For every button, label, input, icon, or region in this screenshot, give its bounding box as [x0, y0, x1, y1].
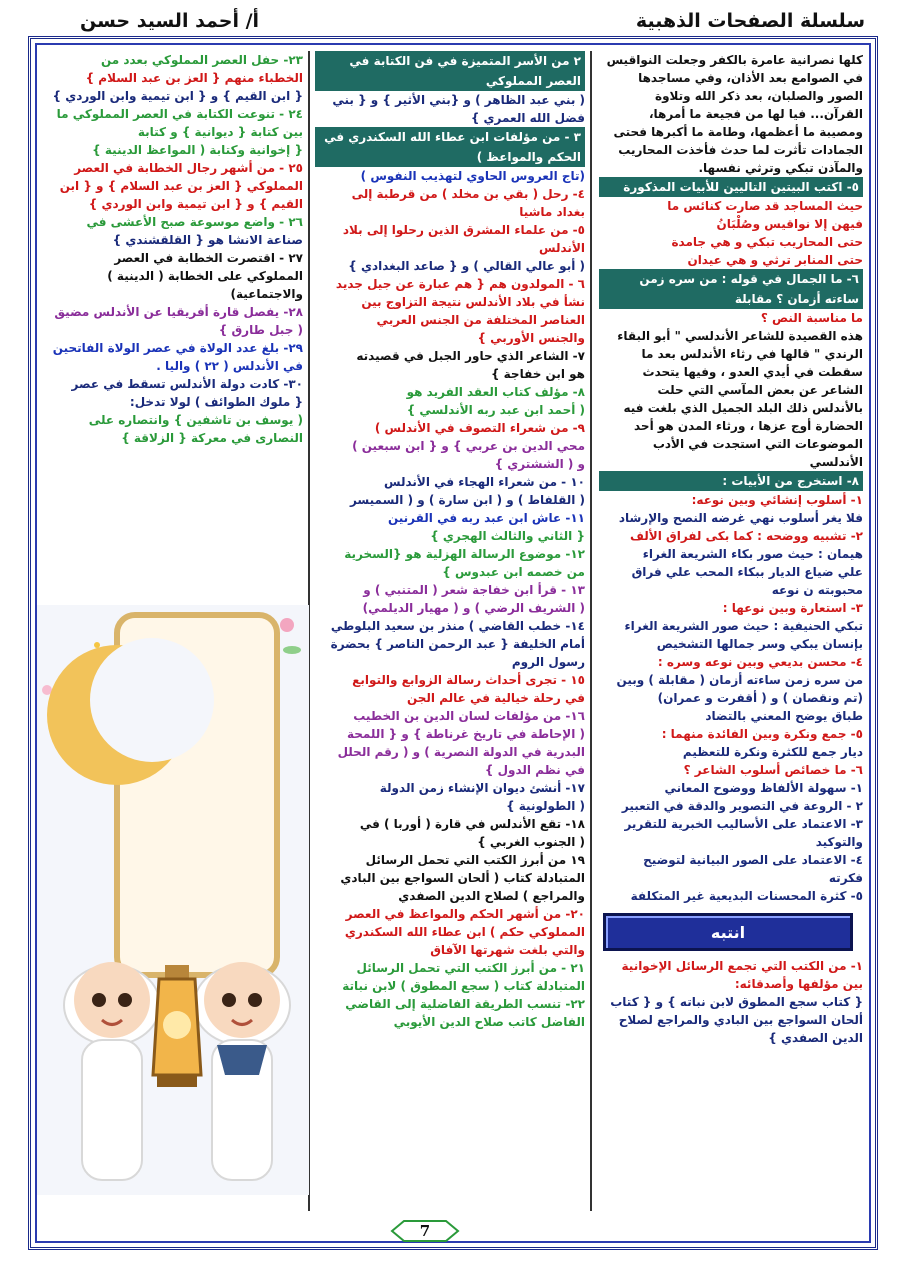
text-line: ٢٨- يفصل قارة أفريقيا عن الأندلس مضيق: [54, 305, 303, 319]
text-line: البدرية في الدولة النصرية ) و ( رقم الحلل: [337, 745, 585, 759]
lantern-icon: [153, 965, 201, 1087]
text-line: ٦ - المولدون هم { هم عبارة عن جيل جديد: [335, 277, 585, 291]
text-line: تبكي الحنيفية : حيث صور الشريعة الغراء: [624, 619, 863, 633]
text-line: ( الطولونية }: [506, 799, 585, 813]
star-icon: [94, 642, 100, 648]
text-line: محي الدين بن عربي } و { ابن سبعين ): [352, 439, 585, 453]
text-line: ٣- الاعتماد على الأساليب الخبرية للتقرير: [624, 817, 863, 831]
text-line: ٥- جمع ونكرة وبين الفائدة منهما :: [661, 727, 863, 741]
text-line: ٢٤ - تنوعت الكتابة في العصر المملوكي ما: [56, 107, 303, 121]
text-line: في نظم الدول }: [484, 763, 585, 777]
text-line: القيم } و { ابن تيمية وابن الوردي }: [88, 197, 303, 211]
attention-label: انتبه: [710, 922, 746, 942]
text-line: ٢٩- بلغ عدد الولاة في عصر الولاة الفاتحين: [52, 341, 303, 355]
text-line: الحكم والمواعظ ): [315, 147, 585, 167]
text-line: ٦- ما خصائص أسلوب الشاعر ؟: [683, 763, 863, 777]
text-line: العناصر المختلفة من الجنس العربي: [376, 313, 585, 327]
text-line: { كتاب سجع المطوق لابن نباته } و { كتاب: [610, 995, 863, 1009]
text-line: الجمادات تأثرت لما حدث فأخذت المحاريب: [618, 143, 863, 157]
text-line: ٣٠- كادت دولة الأندلس تسقط في عصر: [71, 377, 303, 391]
column-middle: [315, 51, 585, 1207]
text-line: ٧- الشاعر الذي حاور الجبل في قصيدته: [356, 349, 585, 363]
text-line: حيث المساجد قد صارت كنائس ما: [667, 199, 863, 213]
text-line: ٢٧ - اقتصرت الخطابة في العصر: [114, 251, 303, 265]
text-line: ( الجنوب الغربي }: [477, 835, 585, 849]
text-line: فضل الله العمري }: [470, 111, 585, 125]
text-line: ( جبل طارق }: [218, 323, 303, 337]
text-line: ٢١ - من أبرز الكتب التي تحمل الرسائل: [356, 961, 585, 975]
text-line: ٣- استعارة وبين نوعها :: [722, 601, 863, 615]
column-left-lines: [39, 51, 303, 447]
text-line: من سره زمن ساءته أزمان ( مقابلة ) وبين: [616, 673, 863, 687]
text-line: { الثاني والثالث الهجري }: [430, 529, 585, 543]
column-middle-lines: [315, 51, 585, 1031]
text-line: ٢٢- تنسب الطريقة الفاضلية إلى القاضي: [345, 997, 585, 1011]
column-divider: [590, 51, 592, 1211]
text-line: ٣ - من مؤلفات ابن عطاء الله السكندري في: [315, 127, 585, 147]
text-line: القرآن... فيا لها من فجيعة ما أمرها،: [648, 107, 863, 121]
text-line: علي ضياع الديار ببكاء المحب علي فراق: [631, 565, 863, 579]
text-line: والمراجع ) لصلاح الدين الصفدي: [398, 889, 585, 903]
text-line: الفاضل كاتب صلاح الدين الأيوبي: [393, 1015, 585, 1029]
text-line: بغداد ماشيا: [519, 205, 585, 219]
text-line: العصر المملوكي: [315, 71, 585, 91]
text-line: فيهن إلا نواقيس وصُلْبَانُ: [716, 217, 863, 231]
text-line: بإنسان يبكي وسر جمالها التشخيص: [656, 637, 863, 651]
text-line: نشأ في بلاد الأندلس نتيجة التزاوج بين: [361, 295, 585, 309]
text-line: الرندي " قالها في رثاء الأندلس بعد ما: [641, 347, 863, 361]
text-line: المملوكي حكم ) ابن عطاء الله السكندري: [344, 925, 585, 939]
page-header: [0, 6, 905, 36]
text-line: (تم ونقصان ) و ( أقفرت و عمران): [657, 691, 863, 705]
text-line: ٢٣- حفل العصر المملوكي بعدد من: [100, 53, 303, 67]
text-line: الدين الصفدي }: [768, 1031, 863, 1045]
text-line: ٨- استخرج من الأبيات :: [599, 471, 863, 491]
text-line: والمآذن تبكي وترثي نفسها.: [698, 161, 863, 175]
text-line: بين مؤلفها وأصدقائه:: [734, 977, 863, 991]
text-line: ٢ من الأسر المتميزة في فن الكتابة في: [315, 51, 585, 71]
text-line: طباق يوضح المعني بالتضاد: [705, 709, 863, 723]
text-line: ٤- رحل ( بقي بن مخلد ) من قرطبة إلى: [351, 187, 585, 201]
text-line: رسول الروم: [511, 655, 585, 669]
text-line: ١٧- أنشئ ديوان الإنشاء زمن الدولة: [379, 781, 585, 795]
text-line: { ابن القيم } و { ابن تيمية وابن الوردي }: [52, 89, 303, 103]
text-line: فكرته: [828, 871, 863, 885]
text-line: ( الشريف الرضي ) و ( مهيار الديلمي): [362, 601, 585, 615]
text-line: ( أبو عالي القالي ) و { صاعد البغدادي }: [348, 259, 585, 273]
text-line: النصارى في معركة { الزلاقة }: [121, 431, 303, 445]
ramadan-illustration: [37, 605, 309, 1195]
text-line: ٥- كثرة المحسنات البديعية غير المتكلفة: [630, 889, 863, 903]
text-line: والتوكيد: [815, 835, 863, 849]
text-line: (تاج العروس الحاوي لتهذيب النفوس ): [360, 169, 585, 183]
text-line: ٢٦ - واضع موسوعة صبح الأعشى في: [86, 215, 303, 229]
text-line: ٦- ما الجمال في قوله : من سره زمن: [599, 269, 863, 289]
text-line: ٨- مؤلف كتاب العقد الفريد هو: [406, 385, 585, 399]
text-line: هيمان : حيث صور بكاء الشريعة الغراء: [642, 547, 863, 561]
text-line: ١٣ - قرأ ابن خفاجة شعر ( المتنبي ) و: [363, 583, 585, 597]
attention-notes: [599, 957, 863, 1047]
text-line: أمام الخليفة { عبد الرحمن الناصر } بحضرة: [330, 637, 585, 651]
page-number-text: 7: [419, 1222, 431, 1240]
text-line: الحضارة أوج عزها ، ورثاء المدن هو أحد: [634, 419, 863, 433]
text-line: ١٨- تقع الأندلس في قارة ( أوربا ) في: [359, 817, 585, 831]
text-line: ١٥ - تجرى أحداث رسالة الزوابع والتوابع: [352, 673, 585, 687]
text-line: فلا يغر أسلوب نهي غرضه النصح والإرشاد: [618, 511, 863, 525]
text-line: الخطباء منهم { العز بن عبد السلام }: [85, 71, 303, 85]
text-line: صناعة الانشا هو { القلقشندي }: [112, 233, 303, 247]
text-line: محبوبته ن نوعه: [771, 583, 863, 597]
text-line: ٥- من علماء المشرق الذين رحلوا إلى بلاد: [342, 223, 585, 237]
text-line: ١٦- من مؤلفات لسان الدين بن الخطيب: [353, 709, 585, 723]
text-line: ٥- اكتب البيتين التاليين للأبيات المذكورة: [599, 177, 863, 197]
attention-box: [603, 913, 853, 951]
text-line: ألحان السواجع بين البادي والمراجع لصلاح: [618, 1013, 863, 1027]
text-line: في الأندلس ( ٢٢ ) واليا .: [156, 359, 303, 373]
text-line: ١٩ من أبرز الكتب التي تحمل الرسائل: [365, 853, 585, 867]
text-line: في الصوامع بعد الأذان، وفي مساجدها: [638, 71, 863, 85]
text-line: الأندلسي: [809, 455, 863, 469]
text-line: { إخوانية وكتابة ( المواعظ الدينية }: [92, 143, 303, 157]
text-line: هو ابن خفاجة }: [490, 367, 585, 381]
text-line: حتى المحاريب تبكي و هي جامدة: [671, 235, 863, 249]
text-line: المتبادلة كتاب ( ألحان السواجع بين البادي: [340, 871, 585, 885]
text-line: ( الإحاطة في تاريخ غرناطة } و { اللمحة: [346, 727, 585, 741]
column-right-lines: [599, 51, 863, 905]
text-line: بالأندلس ذلك البلد الجميل الذي بلغت فيه: [623, 401, 863, 415]
text-line: ١٤- خطب القاضي ) منذر بن سعيد البلوطي: [330, 619, 585, 633]
text-line: الموضوعات التي استجدت في الأدب: [652, 437, 863, 451]
text-line: في رحلة خيالية في عالم الجن: [406, 691, 585, 705]
text-line: ٩- من شعراء التصوف في الأندلس ): [374, 421, 585, 435]
text-line: الشاعر عن بعض المآسي التي حلت: [657, 383, 863, 397]
text-line: ١- أسلوب إنشائي وبين نوعه:: [691, 493, 863, 507]
text-line: سقطت في أيدي العدو ، وفيها يتحدث: [642, 365, 863, 379]
text-line: ٢٠- من أشهر الحكم والمواعظ في العصر: [345, 907, 585, 921]
text-line: ( أحمد ابن عبد ربه الأندلسي }: [406, 403, 585, 417]
text-line: والتي بلغت شهرتها الآفاق: [430, 943, 585, 957]
text-line: المملوكي على الخطابة ( الدينية ): [107, 269, 303, 283]
text-line: ما مناسبة النص ؟: [760, 311, 863, 325]
text-line: ( القلفاط ) و ( ابن سارة ) و ( السميسر: [349, 493, 585, 507]
text-line: ٤- محسن بديعي وبين نوعه وسره :: [657, 655, 863, 669]
text-line: المملوكي { العز بن عبد السلام } و { ابن: [59, 179, 303, 193]
text-line: الصور والصلبان، بعد ذكر الله وتلاوة: [655, 89, 863, 103]
text-line: والجنس الأوربي }: [477, 331, 585, 345]
text-line: ومصيبة ما أعظمها، وطامة ما أكبرها فحتى: [613, 125, 863, 139]
text-line: ١- من الكتب التي تجمع الرسائل الإخوانية: [621, 959, 863, 973]
page-inner-frame: [35, 43, 871, 1243]
text-line: { ملوك الطوائف ) لولا تدخل:: [129, 395, 303, 409]
text-line: ( بني عبد الظاهر ) و {بني الأثير } و { بني: [332, 93, 585, 107]
author-name: أ/ أحمد السيد حسن: [80, 10, 260, 32]
text-line: ١٠ - من شعراء الهجاء في الأندلس: [383, 475, 585, 489]
text-line: ٤- الاعتماد على الصور البيانية لتوضيح: [643, 853, 863, 867]
text-line: ١١- عاش ابن عبد ربه في القرنين: [387, 511, 585, 525]
text-line: بين كتابة { ديوانية } و كتابة: [137, 125, 303, 139]
text-line: و ( الششتري }: [494, 457, 585, 471]
text-line: والاجتماعية): [230, 287, 303, 301]
text-line: ديار جمع للكثرة ونكرة للتعظيم: [682, 745, 863, 759]
text-line: كلها نصرانية عامرة بالكفر وجعلت النواقيس: [606, 53, 863, 67]
text-line: هذه القصيدة للشاعر الأندلسي " أبو البقاء: [617, 329, 863, 343]
text-line: ١٢- موضوع الرسالة الهزلية هو {السخرية: [344, 547, 585, 561]
series-title: سلسلة الصفحات الذهبية: [635, 10, 865, 32]
text-line: ٢ - الروعة في التصوير والدقة في التعبير: [621, 799, 863, 813]
text-line: حتى المنابر ترثي و هي عيدان: [687, 253, 863, 267]
text-line: ( يوسف بن تاشفين } وانتصاره على: [88, 413, 303, 427]
text-line: ساءته أزمان ؟ مقابلة: [599, 289, 863, 309]
text-line: الأندلس: [539, 241, 585, 255]
page-frame: [28, 36, 878, 1250]
column-right: [599, 51, 863, 1207]
text-line: ٢٥ - من أشهر رجال الخطابة في العصر: [74, 161, 303, 175]
text-line: من خصمه ابن عبدوس }: [442, 565, 585, 579]
page-number: [390, 1218, 460, 1244]
text-line: المتبادلة كتاب ( سجع المطوق ) لابن نباتة: [342, 979, 585, 993]
text-line: ١- سهولة الألفاظ ووضوح المعاني: [664, 781, 863, 795]
text-line: ٢- تشبيه ووضحه : كما بكى لفراق الألف: [629, 529, 863, 543]
